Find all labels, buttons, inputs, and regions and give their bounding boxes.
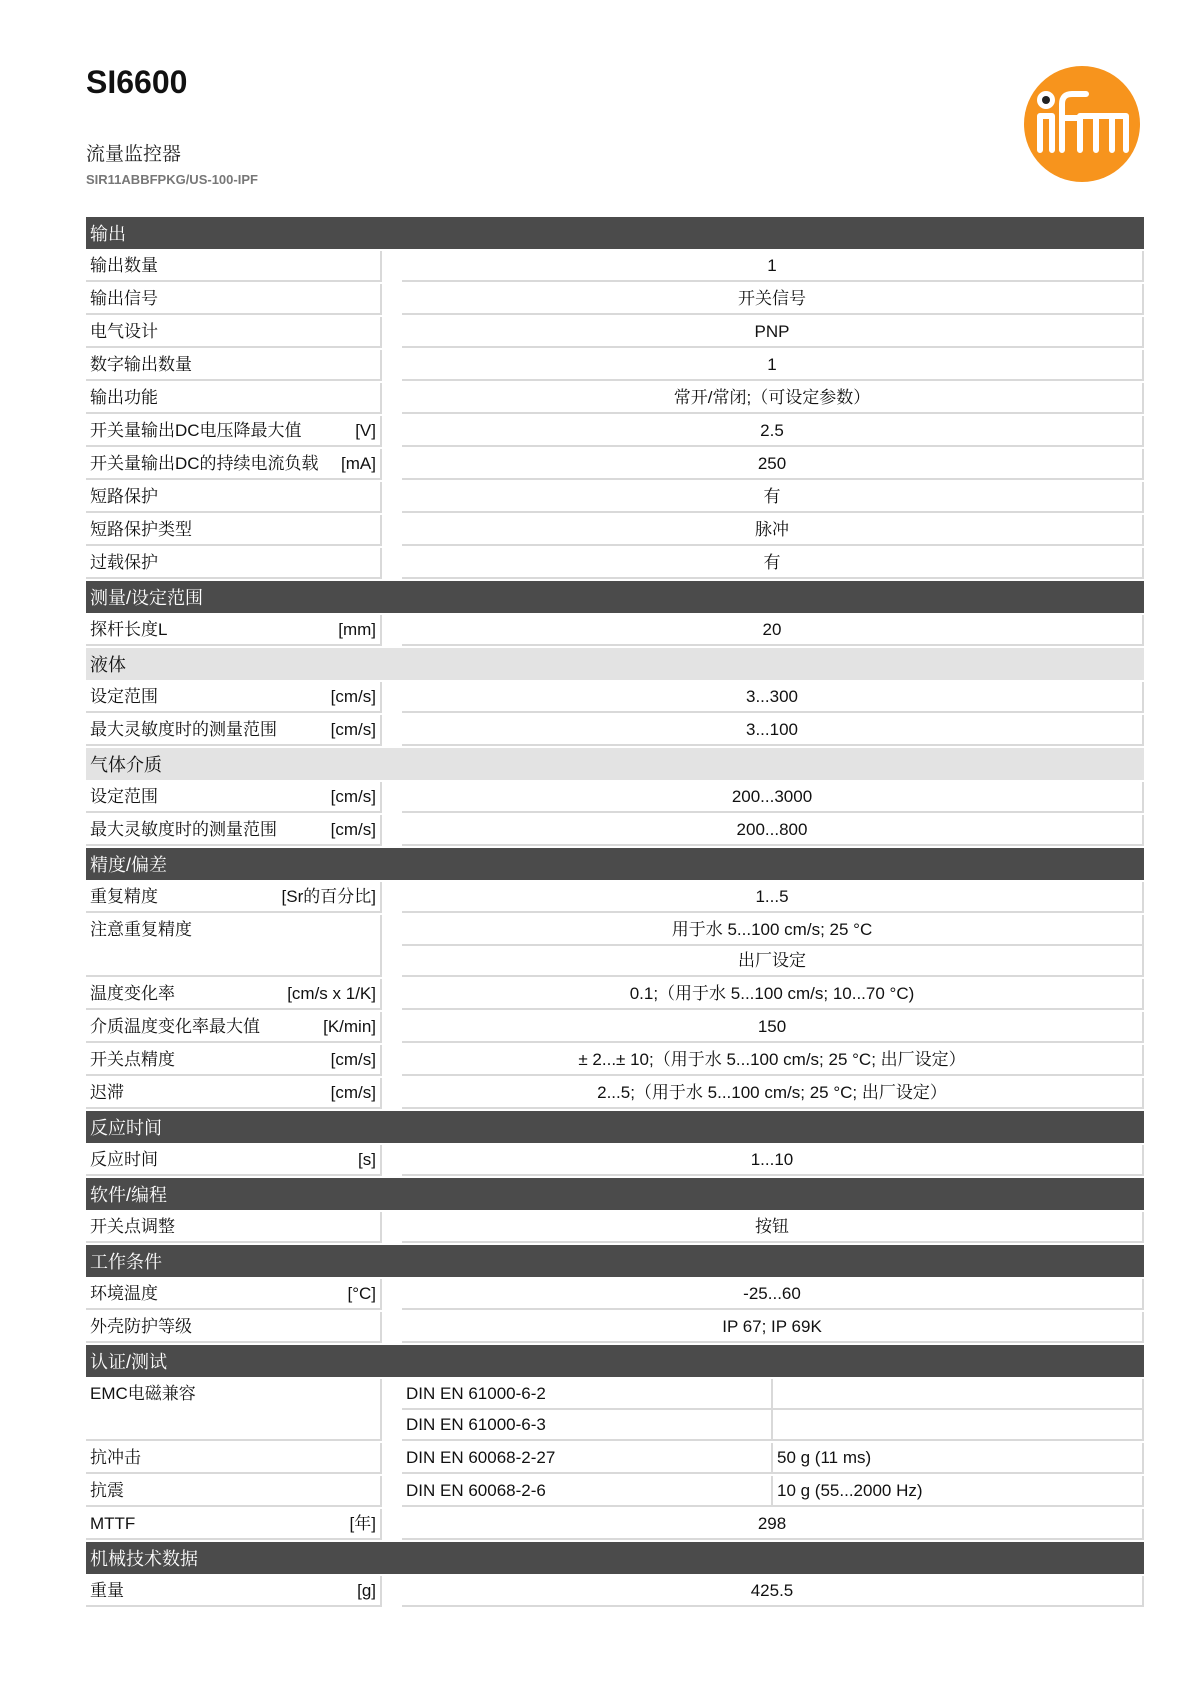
- section-header: 测量/设定范围: [86, 581, 1144, 613]
- spec-label-cell: [86, 350, 382, 381]
- spec-value-group: [402, 317, 1144, 348]
- spec-label-cell: [86, 1279, 382, 1310]
- spec-value: 150: [402, 1012, 1144, 1043]
- spec-value: 1: [402, 251, 1144, 282]
- spec-row: [86, 715, 1144, 746]
- section-header: 认证/测试: [86, 1345, 1144, 1377]
- spec-row: [86, 1045, 1144, 1076]
- spec-value: 1: [402, 350, 1144, 381]
- ifm-logo-icon: [1022, 64, 1142, 184]
- spec-value: 250: [402, 449, 1144, 480]
- spec-value: 用于水 5...100 cm/s; 25 °C: [402, 915, 1144, 946]
- spec-label-cell: [86, 782, 382, 813]
- spec-row: [86, 350, 1144, 381]
- spec-label-cell: [86, 383, 382, 414]
- spec-value-group: [402, 416, 1144, 447]
- spec-row: [86, 251, 1144, 282]
- spec-test-value: 50 g (11 ms): [773, 1443, 1144, 1474]
- spec-value-pair: [402, 1443, 1144, 1474]
- spec-value: 按钮: [402, 1212, 1144, 1243]
- spec-label-cell: [86, 1443, 382, 1474]
- spec-unit: [V]: [355, 421, 376, 440]
- spec-row: [86, 979, 1144, 1010]
- spec-label: 电气设计: [90, 322, 158, 341]
- spec-value: 298: [402, 1509, 1144, 1540]
- spec-label-cell: [86, 1012, 382, 1043]
- spec-value: 出厂设定: [402, 946, 1144, 977]
- spec-label: 输出功能: [90, 388, 158, 407]
- spec-row: [86, 383, 1144, 414]
- spec-unit: [370, 255, 376, 276]
- spec-value-pair: [402, 1410, 1144, 1441]
- spec-row: [86, 1443, 1144, 1474]
- spec-label-cell: [86, 615, 382, 646]
- spec-label-cell: [86, 1509, 382, 1540]
- spec-value: 2.5: [402, 416, 1144, 447]
- spec-value-group: [402, 449, 1144, 480]
- spec-unit: [370, 354, 376, 375]
- spec-row: [86, 915, 1144, 977]
- section-header: 精度/偏差: [86, 848, 1144, 880]
- spec-value-group: [402, 1509, 1144, 1540]
- spec-label: 最大灵敏度时的测量范围: [90, 720, 277, 739]
- spec-row: [86, 1476, 1144, 1507]
- spec-label: 设定范围: [90, 687, 158, 706]
- spec-value-group: [402, 782, 1144, 813]
- spec-value-group: [402, 1012, 1144, 1043]
- spec-unit: [g]: [357, 1581, 376, 1600]
- spec-unit: [370, 321, 376, 342]
- spec-label: 短路保护类型: [90, 520, 192, 539]
- spec-row: [86, 1145, 1144, 1176]
- spec-value-group: [402, 1476, 1144, 1507]
- spec-label-cell: [86, 1379, 382, 1441]
- section-header: 工作条件: [86, 1245, 1144, 1277]
- product-subtitle: 流量监控器: [86, 144, 182, 165]
- spec-label-cell: [86, 284, 382, 315]
- spec-label-cell: [86, 1212, 382, 1243]
- page-title: SI6600: [86, 64, 188, 100]
- spec-label: 注意重复精度: [90, 920, 192, 939]
- spec-unit: [370, 1216, 376, 1237]
- spec-row: [86, 449, 1144, 480]
- spec-unit: [mA]: [341, 454, 376, 473]
- spec-label-cell: [86, 1312, 382, 1343]
- spec-test-value: [773, 1410, 1144, 1441]
- spec-label-cell: [86, 682, 382, 713]
- spec-value: 3...100: [402, 715, 1144, 746]
- spec-label: 迟滞: [90, 1083, 124, 1102]
- spec-label: 抗震: [90, 1481, 124, 1500]
- spec-label: 探杆长度L: [90, 620, 168, 639]
- spec-unit: [370, 1480, 376, 1501]
- spec-label: 输出信号: [90, 289, 158, 308]
- spec-row: [86, 615, 1144, 646]
- spec-value-group: [402, 715, 1144, 746]
- spec-value-group: [402, 815, 1144, 846]
- spec-value: 脉冲: [402, 515, 1144, 546]
- spec-label: 介质温度变化率最大值: [90, 1017, 260, 1036]
- spec-label: 开关量输出DC电压降最大值: [90, 421, 302, 440]
- spec-unit: [cm/s]: [330, 787, 376, 806]
- spec-value-group: [402, 1312, 1144, 1343]
- spec-value: 1...10: [402, 1145, 1144, 1176]
- spec-unit: [s]: [358, 1150, 376, 1169]
- section-header: 反应时间: [86, 1111, 1144, 1143]
- spec-value-group: [402, 548, 1144, 579]
- spec-label: 反应时间: [90, 1150, 158, 1169]
- spec-unit: [cm/s]: [330, 720, 376, 739]
- spec-label: 输出数量: [90, 256, 158, 275]
- spec-row: [86, 482, 1144, 513]
- spec-unit: [年]: [349, 1514, 376, 1533]
- spec-unit: [370, 1383, 376, 1435]
- spec-unit: [370, 387, 376, 408]
- spec-label: 重量: [90, 1581, 124, 1600]
- part-code: SIR11ABBFPKG/US-100-IPF: [86, 172, 258, 187]
- spec-row: [86, 1379, 1144, 1441]
- spec-value: 20: [402, 615, 1144, 646]
- spec-row: [86, 682, 1144, 713]
- spec-label: 开关点精度: [90, 1050, 175, 1069]
- spec-row: [86, 1212, 1144, 1243]
- spec-label-cell: [86, 515, 382, 546]
- spec-label-cell: [86, 815, 382, 846]
- spec-label: MTTF: [90, 1514, 136, 1533]
- spec-value: 200...3000: [402, 782, 1144, 813]
- spec-unit: [370, 919, 376, 971]
- spec-label-cell: [86, 1145, 382, 1176]
- spec-row: [86, 1012, 1144, 1043]
- spec-standard: DIN EN 61000-6-2: [402, 1379, 773, 1410]
- subsection-header: 液体: [86, 648, 1144, 680]
- spec-label-cell: [86, 251, 382, 282]
- spec-label-cell: [86, 1476, 382, 1507]
- spec-value-group: [402, 1045, 1144, 1076]
- section-header: 输出: [86, 217, 1144, 249]
- spec-label-cell: [86, 416, 382, 447]
- spec-standard: DIN EN 60068-2-6: [402, 1476, 773, 1507]
- spec-label: 开关量输出DC的持续电流负载: [90, 454, 319, 473]
- section-header: 软件/编程: [86, 1178, 1144, 1210]
- spec-label: 最大灵敏度时的测量范围: [90, 820, 277, 839]
- spec-test-value: [773, 1379, 1144, 1410]
- spec-value: PNP: [402, 317, 1144, 348]
- spec-value-group: [402, 915, 1144, 977]
- spec-unit: [cm/s]: [330, 1083, 376, 1102]
- spec-row: [86, 548, 1144, 579]
- spec-label-cell: [86, 882, 382, 913]
- spec-label-cell: [86, 317, 382, 348]
- spec-unit: [370, 552, 376, 573]
- spec-unit: [cm/s]: [330, 1050, 376, 1069]
- spec-unit: [°C]: [347, 1284, 376, 1303]
- spec-unit: [370, 486, 376, 507]
- spec-value-group: [402, 1379, 1144, 1441]
- spec-label-cell: [86, 1078, 382, 1109]
- spec-label: 过载保护: [90, 553, 158, 572]
- spec-row: [86, 1509, 1144, 1540]
- spec-value: 常开/常闭;（可设定参数）: [402, 383, 1144, 414]
- spec-value-group: [402, 1443, 1144, 1474]
- spec-value-group: [402, 515, 1144, 546]
- spec-value-group: [402, 482, 1144, 513]
- spec-value: 有: [402, 482, 1144, 513]
- spec-label: 抗冲击: [90, 1448, 141, 1467]
- spec-test-value: 10 g (55...2000 Hz): [773, 1476, 1144, 1507]
- spec-label: 短路保护: [90, 487, 158, 506]
- spec-unit: [mm]: [338, 620, 376, 639]
- subsection-header: 气体介质: [86, 748, 1144, 780]
- spec-value: 3...300: [402, 682, 1144, 713]
- spec-standard: DIN EN 60068-2-27: [402, 1443, 773, 1474]
- spec-label: 温度变化率: [90, 984, 175, 1003]
- spec-value-group: [402, 1279, 1144, 1310]
- spec-label: 开关点调整: [90, 1217, 175, 1236]
- spec-table: [86, 217, 1144, 1609]
- spec-value-group: [402, 350, 1144, 381]
- spec-value-group: [402, 251, 1144, 282]
- spec-label: 重复精度: [90, 887, 158, 906]
- spec-row: [86, 782, 1144, 813]
- spec-unit: [Sr的百分比]: [281, 887, 376, 906]
- spec-row: [86, 416, 1144, 447]
- spec-label: 外壳防护等级: [90, 1317, 192, 1336]
- spec-label-cell: [86, 1045, 382, 1076]
- spec-unit: [370, 1316, 376, 1337]
- spec-unit: [K/min]: [323, 1017, 376, 1036]
- spec-label-cell: [86, 715, 382, 746]
- spec-value: IP 67; IP 69K: [402, 1312, 1144, 1343]
- spec-label-cell: [86, 482, 382, 513]
- spec-unit: [370, 1447, 376, 1468]
- spec-row: [86, 317, 1144, 348]
- spec-value-group: [402, 1145, 1144, 1176]
- spec-row: [86, 882, 1144, 913]
- spec-value-group: [402, 682, 1144, 713]
- spec-row: [86, 1576, 1144, 1607]
- spec-row: [86, 284, 1144, 315]
- spec-value: 425.5: [402, 1576, 1144, 1607]
- spec-value: 2...5;（用于水 5...100 cm/s; 25 °C; 出厂设定）: [402, 1078, 1144, 1109]
- spec-value: ± 2...± 10;（用于水 5...100 cm/s; 25 °C; 出厂设定）: [402, 1045, 1144, 1076]
- spec-value: 200...800: [402, 815, 1144, 846]
- spec-value-group: [402, 1212, 1144, 1243]
- spec-label: 数字输出数量: [90, 355, 192, 374]
- spec-unit: [370, 519, 376, 540]
- spec-label: EMC电磁兼容: [90, 1384, 196, 1403]
- spec-value-pair: [402, 1476, 1144, 1507]
- spec-label: 设定范围: [90, 787, 158, 806]
- spec-row: [86, 815, 1144, 846]
- spec-row: [86, 1279, 1144, 1310]
- spec-value-group: [402, 615, 1144, 646]
- spec-label-cell: [86, 915, 382, 977]
- spec-value-group: [402, 1576, 1144, 1607]
- spec-label-cell: [86, 548, 382, 579]
- section-header: 机械技术数据: [86, 1542, 1144, 1574]
- spec-label-cell: [86, 979, 382, 1010]
- spec-value-group: [402, 979, 1144, 1010]
- spec-row: [86, 1312, 1144, 1343]
- spec-label: 环境温度: [90, 1284, 158, 1303]
- spec-value: -25...60: [402, 1279, 1144, 1310]
- spec-value: 1...5: [402, 882, 1144, 913]
- spec-value-pair: [402, 1379, 1144, 1410]
- spec-unit: [cm/s]: [330, 820, 376, 839]
- spec-row: [86, 1078, 1144, 1109]
- spec-unit: [cm/s x 1/K]: [287, 984, 376, 1003]
- spec-row: [86, 515, 1144, 546]
- spec-value-group: [402, 284, 1144, 315]
- spec-unit: [cm/s]: [330, 687, 376, 706]
- spec-value-group: [402, 882, 1144, 913]
- spec-label-cell: [86, 449, 382, 480]
- spec-value: 有: [402, 548, 1144, 579]
- spec-value-group: [402, 1078, 1144, 1109]
- spec-value: 开关信号: [402, 284, 1144, 315]
- spec-value-group: [402, 383, 1144, 414]
- spec-label-cell: [86, 1576, 382, 1607]
- spec-standard: DIN EN 61000-6-3: [402, 1410, 773, 1441]
- spec-value: 0.1;（用于水 5...100 cm/s; 10...70 °C): [402, 979, 1144, 1010]
- spec-unit: [370, 288, 376, 309]
